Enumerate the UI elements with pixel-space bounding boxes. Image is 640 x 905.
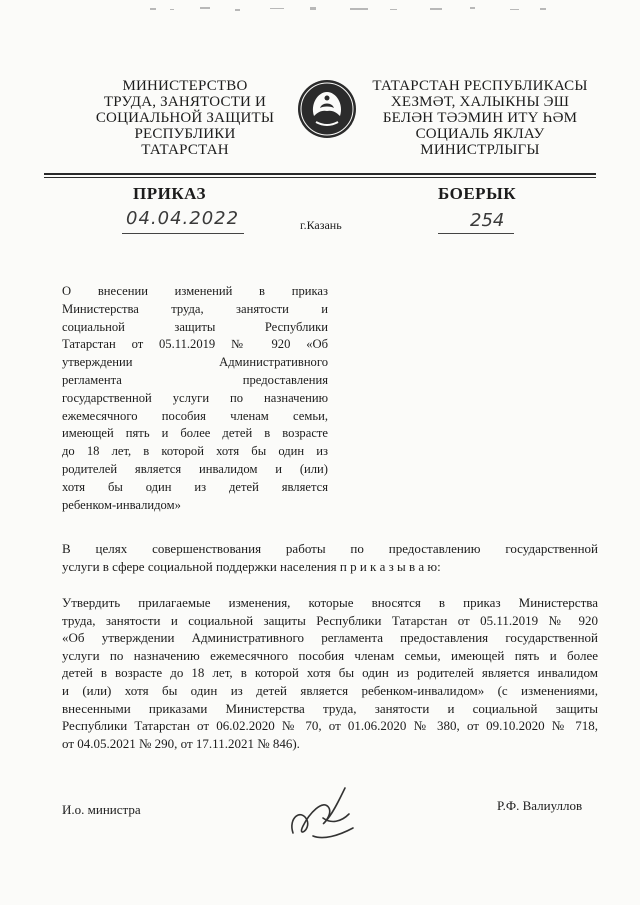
preamble-paragraph: В целях совершенствования работы по предоставлению государственной услуги в сфере социальной поддержки населения п р и к а з ы в а ю: bbox=[62, 541, 598, 574]
scan-artifact bbox=[140, 6, 560, 14]
order-subject: О внесении изменений в приказ Министерства труда, занятости и социальной защиты Республики Татарстан от 05.11.2019 № 920 «Об утверждении Административного регламента предоставления государственной услуги по назначению ежемесячного пособия членам семьи, имеющей пять и более детей в возрасте до 18 лет, в которой хотя бы один из родителей является инвалидом и (или) хотя бы один из детей является ребенком-инвалидом» bbox=[62, 284, 328, 512]
order-number: 254 bbox=[470, 210, 505, 231]
order-title-tatar: БОЕРЫК bbox=[438, 184, 517, 203]
coat-of-arms-icon bbox=[296, 78, 358, 140]
date-underline bbox=[122, 233, 244, 234]
ministry-name-russian: МИНИСТЕРСТВО ТРУДА, ЗАНЯТОСТИ И СОЦИАЛЬНОЙ ЗАЩИТЫ РЕСПУБЛИКИ ТАТАРСТАН bbox=[95, 78, 275, 158]
signatory-name: Р.Ф. Валиуллов bbox=[497, 798, 583, 813]
header-divider-thin bbox=[44, 177, 596, 178]
number-underline bbox=[438, 233, 514, 234]
header-divider bbox=[44, 173, 596, 175]
order-date: 04.04.2022 bbox=[126, 208, 240, 229]
order-city: г.Казань bbox=[300, 218, 342, 232]
handwritten-signature-icon bbox=[283, 778, 363, 848]
ministry-name-tatar: ТАТАРСТАН РЕСПУБЛИКАСЫ ХЕЗМӘТ, ХАЛЫКНЫ ЭШ БЕЛӘН ТӘЭМИН ИТҮ ҺӘМ СОЦИАЛЬ ЯКЛАУ МИНИСТРЛЫГЫ bbox=[372, 78, 588, 158]
decision-paragraph: Утвердить прилагаемые изменения, которые вносятся в приказ Министерства труда, занятости и социальной защиты Республики Татарстан от 05.11.2019 № 920 «Об утверждении Административного регламента предоставления государственной услуги по назначению ежемесячного пособия членам семьи, имеющей пять и более детей в возрасте до 18 лет, в которой хотя бы один из родителей является инвалидом и (или) хотя бы один из детей является ребенком-инвалидом» (с изменениями, внесенными приказами Министерства труда, занятости и социальной защиты Республики Татарстан от 06.02.2020 № 70, от 01.06.2020 № 380, от 09.10.2020 № 718, от 04.05.2021 № 290, от 17.11.2021 № 846). bbox=[62, 595, 598, 751]
signatory-position: И.о. министра bbox=[62, 802, 141, 817]
order-title-russian: ПРИКАЗ bbox=[133, 184, 206, 203]
